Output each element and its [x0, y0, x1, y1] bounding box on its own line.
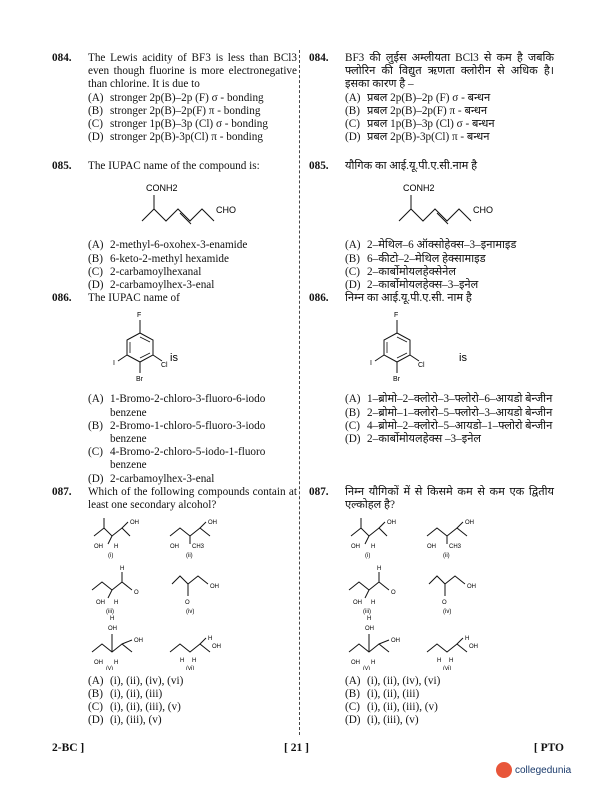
option-d[interactable]: (D) stronger 2p(B)-3p(Cl) π - bonding: [88, 131, 263, 144]
iodo-label: I: [113, 360, 115, 368]
svg-text:OH: OH: [365, 626, 374, 633]
svg-text:H: H: [449, 658, 454, 665]
question-text: The Lewis acidity of BF3 is less than BCl3 even though fluorine is more electronegative than chlorine. It is due to: [88, 52, 297, 91]
svg-text:(iv): (iv): [443, 609, 452, 616]
cho-label: CHO: [473, 205, 493, 216]
svg-text:H: H: [208, 636, 213, 643]
svg-text:O: O: [134, 590, 139, 597]
svg-text:OH: OH: [351, 544, 360, 551]
svg-text:OH: OH: [130, 520, 139, 527]
svg-text:OH: OH: [96, 600, 105, 607]
option-a[interactable]: (A) 1-Bromo-2-chloro-3-fluoro-6-iodo benzene: [88, 393, 266, 419]
svg-text:H: H: [371, 544, 376, 551]
option-b[interactable]: (B) 6-keto-2-methyl hexamide: [88, 252, 229, 265]
svg-text:OH: OH: [134, 638, 143, 645]
question-084-hi: [309, 52, 554, 144]
svg-text:OH: OH: [210, 584, 219, 591]
svg-text:OH: OH: [94, 660, 103, 667]
svg-text:H: H: [110, 616, 115, 623]
conh2-label: CONH2: [403, 183, 435, 194]
page-number: [ 21 ]: [284, 742, 309, 754]
option-a[interactable]: (A) 2-methyl-6-oxohex-3-enamide: [88, 239, 248, 252]
svg-text:OH: OH: [391, 638, 400, 645]
question-text: यौगिक का आई.यू.पी.ए.सी.नाम है: [345, 160, 478, 172]
svg-text:(ii): (ii): [186, 553, 193, 560]
question-number: 085.: [309, 160, 329, 172]
question-084-en: [52, 52, 297, 144]
watermark-logo: [496, 760, 584, 780]
svg-text:H: H: [180, 658, 185, 665]
svg-text:(iii): (iii): [363, 609, 371, 616]
option-a[interactable]: (A) stronger 2p(B)–2p (F) σ - bonding: [88, 91, 264, 104]
option-c[interactable]: (C) (i), (ii), (iii), (v): [345, 701, 438, 714]
svg-text:O: O: [442, 600, 447, 607]
cho-label: CHO: [216, 205, 236, 216]
question-086-hi: [309, 292, 554, 446]
option-d[interactable]: (D) 2–कार्बोमोयलहेक्स–3–इनेल: [345, 279, 479, 292]
compound-structure-diagram: [309, 173, 554, 235]
svg-text:OH: OH: [351, 660, 360, 667]
option-a[interactable]: (A) 1–ब्रोमो–2–क्लोरो–3–फ्लोरो–6–आयडो बेन्जीन: [345, 393, 553, 406]
option-c[interactable]: (C) (i), (ii), (iii), (v): [88, 701, 181, 714]
question-number: 085.: [52, 160, 72, 172]
question-087-hi: [309, 486, 554, 727]
svg-text:(ii): (ii): [443, 553, 450, 560]
svg-text:OH: OH: [212, 644, 221, 651]
option-c[interactable]: (C) 2–कार्बोमोयलहेक्सेनेल: [345, 265, 456, 278]
svg-text:(iv): (iv): [186, 609, 195, 616]
svg-text:OH: OH: [108, 626, 117, 633]
fluoro-label: F: [137, 312, 142, 320]
iodo-label: I: [370, 360, 372, 368]
svg-text:H: H: [114, 660, 119, 667]
question-085-en: [52, 160, 297, 292]
option-c[interactable]: (C) प्रबल 1p(B)–3p (Cl) σ - बन्धन: [345, 118, 495, 131]
svg-text:OH: OH: [170, 544, 179, 551]
is-text: is: [459, 352, 467, 365]
svg-text:(vi): (vi): [186, 666, 195, 671]
chloro-label: Cl: [161, 362, 168, 370]
option-d[interactable]: (D) 2-carbamoylhex-3-enal: [88, 472, 215, 485]
options-list: [345, 675, 554, 728]
bromo-label: Br: [136, 376, 143, 384]
option-c[interactable]: (C) 4–ब्रोमो–2–क्लोरो–5–आयडो–1–फ्लोरो बेन्जीन: [345, 419, 553, 432]
question-text: The IUPAC name of: [88, 292, 180, 304]
option-a[interactable]: (A) (i), (ii), (iv), (vi): [88, 674, 184, 687]
option-c[interactable]: (C) 4-Bromo-2-chloro-5-iodo-1-fluoro benzene: [88, 446, 266, 472]
svg-text:H: H: [120, 566, 125, 573]
question-number: 087.: [309, 486, 329, 498]
option-b[interactable]: (B) (i), (ii), (iii): [345, 687, 420, 700]
options-list: [88, 393, 297, 485]
option-d[interactable]: (D) 2–कार्बोमोयलहेक्स –3–इनेल: [345, 433, 482, 446]
svg-text:O: O: [185, 600, 190, 607]
option-c[interactable]: (C) 2-carbamoylhexanal: [88, 265, 202, 278]
alcohol-structures-diagram: [309, 512, 554, 670]
svg-text:H: H: [192, 658, 197, 665]
option-b[interactable]: (B) (i), (ii), (iii): [88, 687, 163, 700]
chloro-label: Cl: [418, 362, 425, 370]
svg-text:H: H: [371, 660, 376, 667]
benzene-structure-diagram: [52, 305, 297, 389]
svg-text:H: H: [367, 616, 372, 623]
conh2-label: CONH2: [146, 183, 178, 194]
alcohol-structures-diagram: [52, 512, 297, 670]
question-087-en: [52, 486, 297, 727]
option-d[interactable]: (D) 2-carbamoylhex-3-enal: [88, 279, 215, 292]
svg-text:H: H: [377, 566, 382, 573]
svg-text:(i): (i): [365, 553, 371, 560]
options-list: [88, 92, 297, 145]
question-text: निम्न यौगिकों में से किसमे कम से कम एक द्वितीय एल्कोहल है?: [345, 486, 554, 512]
svg-text:H: H: [437, 658, 442, 665]
option-b[interactable]: (B) प्रबल 2p(B)–2p(F) π - बन्धन: [345, 104, 488, 117]
question-number: 086.: [309, 292, 329, 304]
option-b[interactable]: (B) stronger 2p(B)–2p(F) π - bonding: [88, 104, 261, 117]
option-b[interactable]: (B) 6–कीटो–2–मेथिल हेक्सामाइड: [345, 252, 486, 265]
options-list: [345, 393, 554, 446]
booklet-code: 2-BC ]: [52, 742, 85, 754]
question-text: Which of the following compounds contain at least one secondary alcohol?: [88, 486, 297, 512]
column-divider: [299, 50, 300, 735]
svg-text:(v): (v): [106, 666, 113, 671]
question-085-hi: [309, 160, 554, 292]
svg-text:H: H: [114, 544, 119, 551]
svg-text:OH: OH: [465, 520, 474, 527]
svg-text:(i): (i): [108, 553, 114, 560]
question-number: 084.: [309, 52, 329, 64]
svg-text:OH: OH: [467, 584, 476, 591]
option-d[interactable]: (D) (i), (iii), (v): [345, 714, 419, 727]
svg-text:H: H: [465, 636, 470, 643]
svg-text:(vi): (vi): [443, 666, 452, 671]
page-footer: [52, 742, 564, 756]
svg-text:H: H: [371, 600, 376, 607]
question-086-en: [52, 292, 297, 486]
svg-text:OH: OH: [353, 600, 362, 607]
options-list: [88, 675, 297, 728]
option-d[interactable]: (D) (i), (iii), (v): [88, 714, 162, 727]
fluoro-label: F: [394, 312, 399, 320]
watermark-text: collegedunia: [515, 764, 572, 776]
option-d[interactable]: (D) प्रबल 2p(B)-3p(Cl) π - बन्धन: [345, 131, 490, 144]
svg-text:OH: OH: [469, 644, 478, 651]
svg-text:(iii): (iii): [106, 609, 114, 616]
option-b[interactable]: (B) 2–ब्रोमो–1–क्लोरो–5–फ्लोरो–3–आयडो बेन्जीन: [345, 406, 553, 419]
svg-text:OH: OH: [94, 544, 103, 551]
options-list: [345, 239, 554, 292]
svg-text:(v): (v): [363, 666, 370, 671]
question-text: निम्न का आई.यू.पी.ए.सी. नाम है: [345, 292, 472, 304]
question-number: 086.: [52, 292, 72, 304]
option-b[interactable]: (B) 2-Bromo-1-chloro-5-fluoro-3-iodo benzene: [88, 419, 266, 446]
is-text: is: [170, 352, 178, 365]
options-list: [88, 239, 297, 292]
bromo-label: Br: [393, 376, 400, 384]
svg-text:OH: OH: [387, 520, 396, 527]
question-text: The IUPAC name of the compound is:: [88, 160, 260, 172]
svg-text:O: O: [391, 590, 396, 597]
pto-label: [ PTO: [533, 742, 564, 754]
svg-text:OH: OH: [427, 544, 436, 551]
option-a[interactable]: (A) 2–मेथिल–6 ऑक्सोहेक्स–3–इनामाइड: [345, 239, 517, 252]
svg-text:OH: OH: [208, 520, 217, 527]
option-a[interactable]: (A) (i), (ii), (iv), (vi): [345, 674, 441, 687]
svg-text:CH3: CH3: [192, 544, 205, 551]
question-number: 087.: [52, 486, 72, 498]
options-list: [345, 92, 554, 145]
option-c[interactable]: (C) stronger 1p(B)–3p (Cl) σ - bonding: [88, 118, 268, 131]
question-text: BF3 की लुईस अम्लीयता BCl3 से कम है जबकि फ्लोरिन की विद्युत ऋणता क्लोरीन से अधिक है। इसका कारण है –: [345, 52, 554, 91]
svg-text:CH3: CH3: [449, 544, 462, 551]
compound-structure-diagram: [52, 173, 297, 235]
question-number: 084.: [52, 52, 72, 64]
svg-text:H: H: [114, 600, 119, 607]
benzene-structure-diagram: [309, 305, 554, 389]
collegedunia-logo-icon: [496, 762, 512, 778]
option-a[interactable]: (A) प्रबल 2p(B)–2p (F) σ - बन्धन: [345, 91, 491, 104]
